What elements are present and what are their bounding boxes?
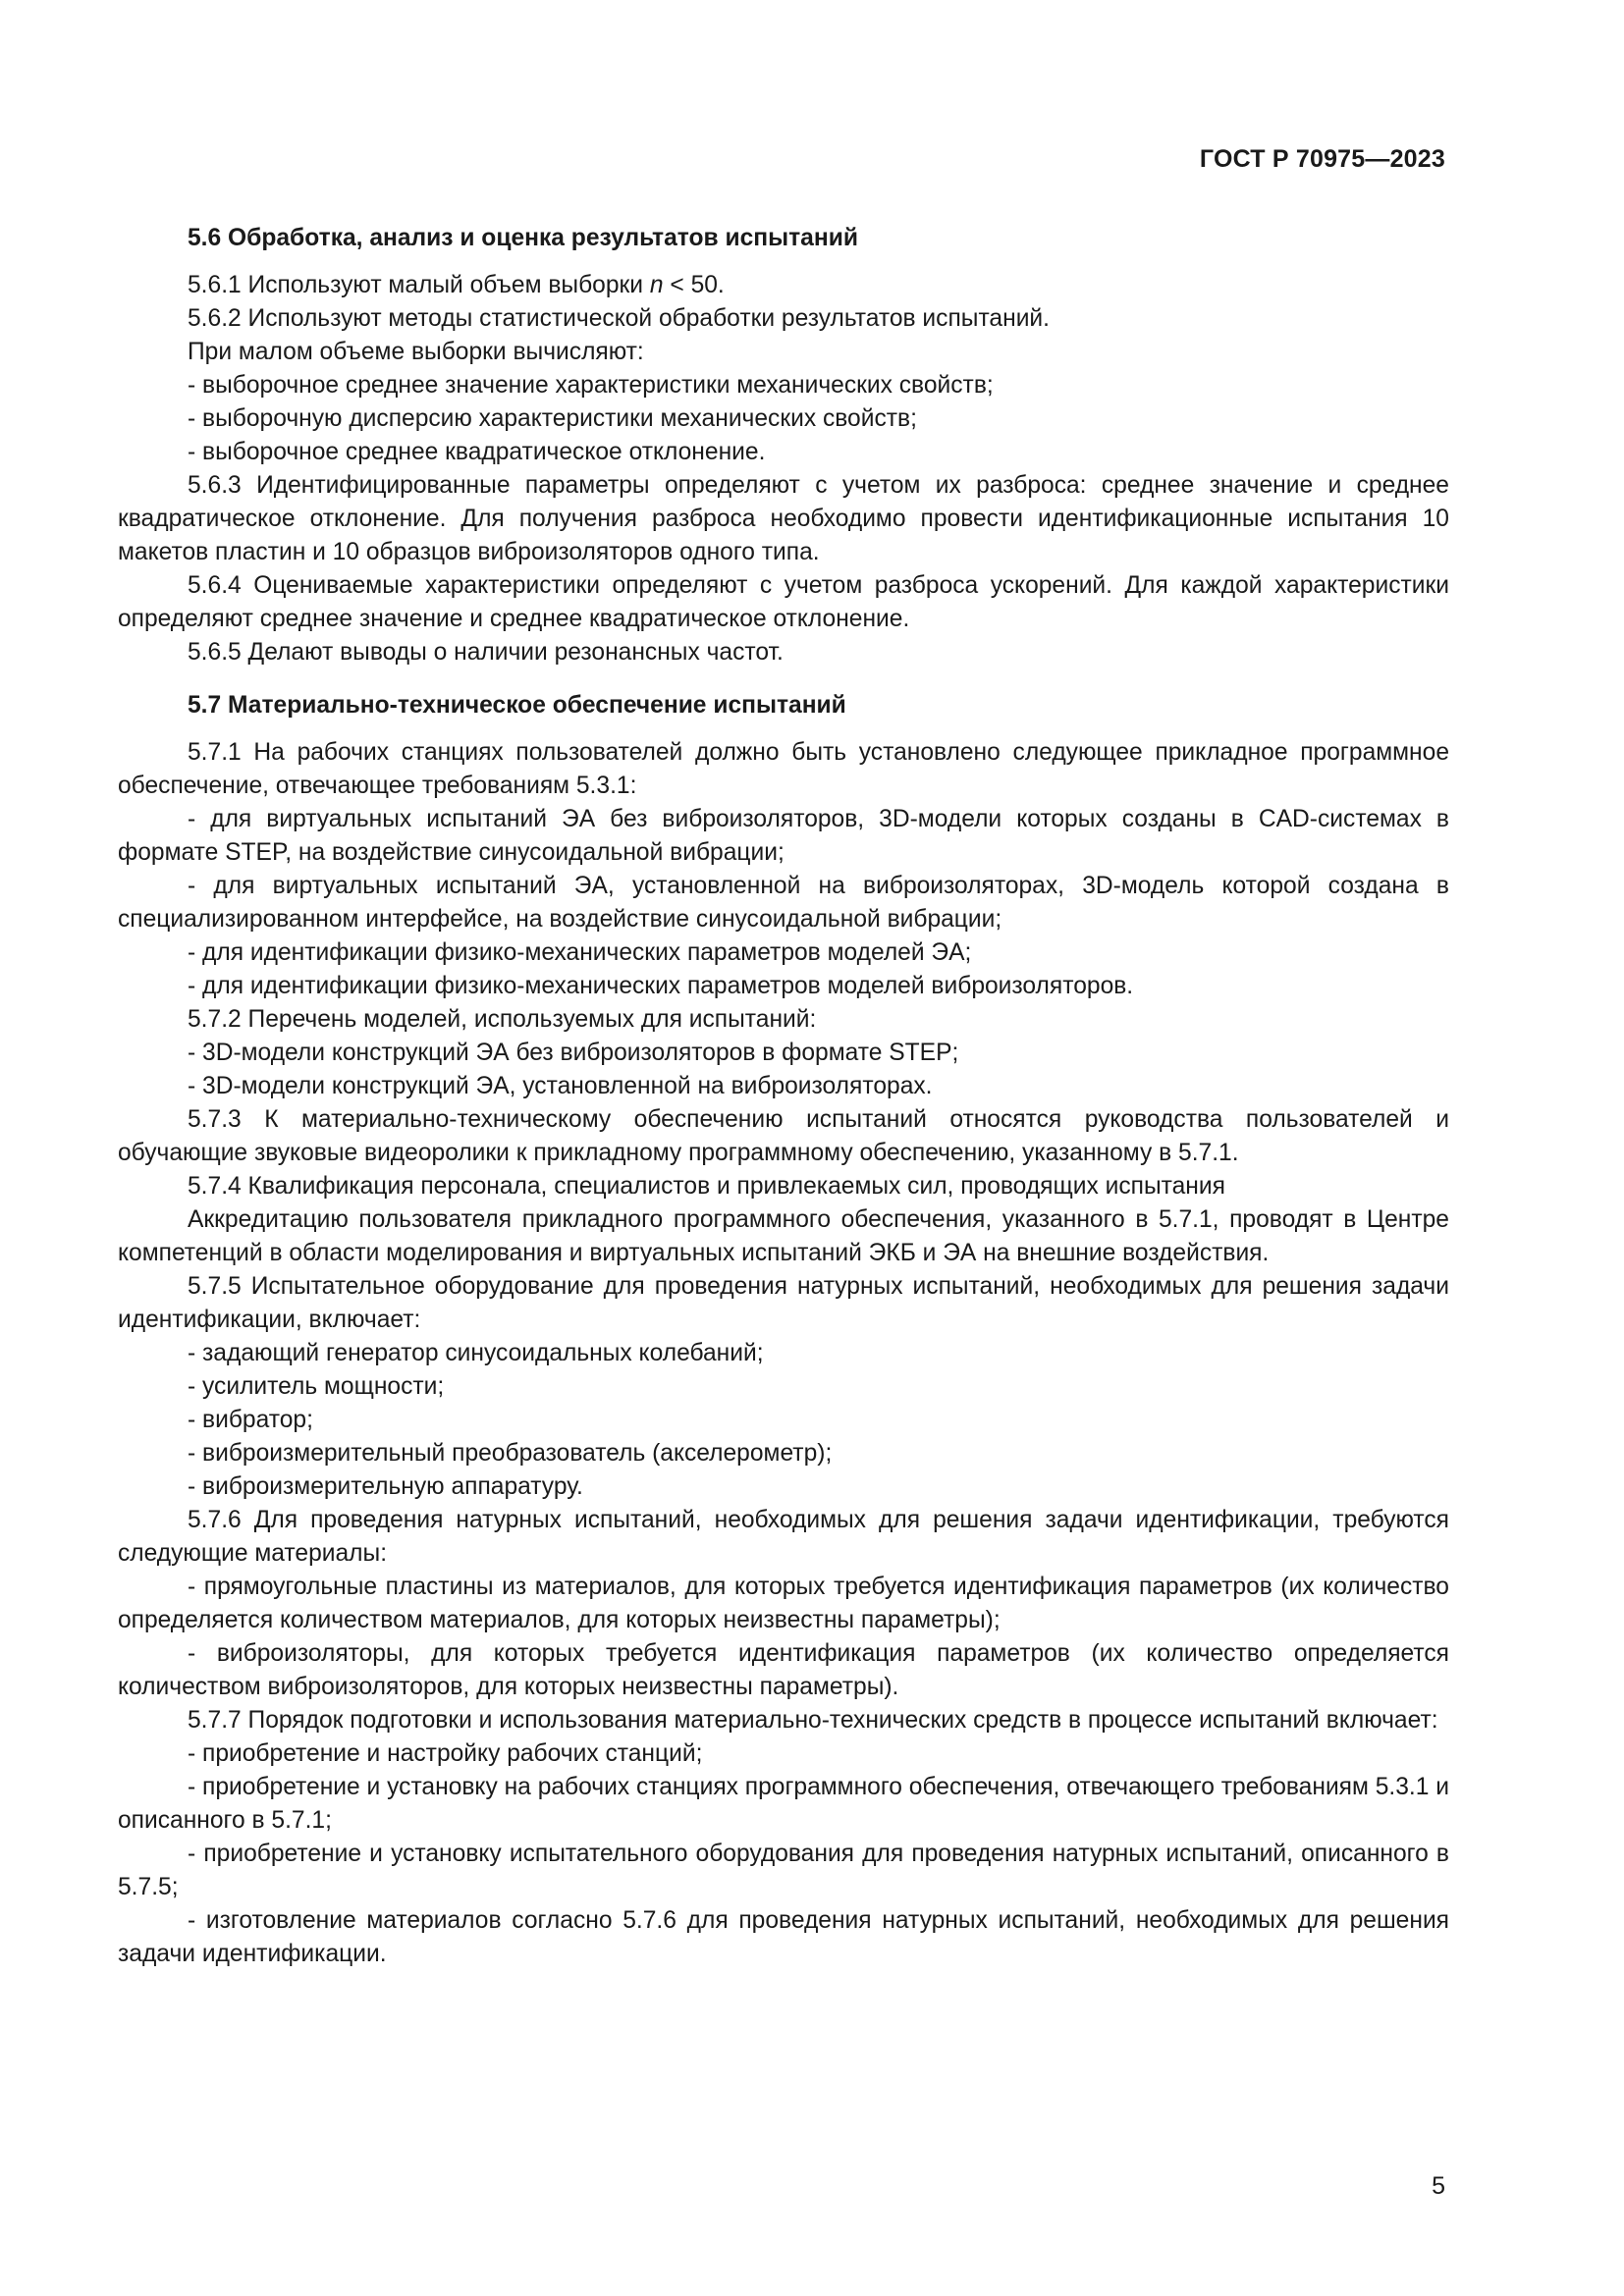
section-heading-5-7: 5.7 Материально-техническое обеспечение испытаний xyxy=(188,692,846,719)
list-item: - задающий генератор синусоидальных колебаний; xyxy=(188,1340,764,1366)
list-item: - 3D-модели конструкций ЭА, установленной на виброизоляторах. xyxy=(188,1073,933,1099)
paragraph: 5.7.7 Порядок подготовки и использования материально-технических средств в процессе испытаний включает: xyxy=(188,1707,1438,1734)
paragraph: 5.7.4 Квалификация персонала, специалистов и привлекаемых сил, проводящих испытания xyxy=(188,1173,1225,1200)
paragraph: 5.7.1 На рабочих станциях пользователей должно быть установлено следующее прикладное программное обеспечение, отвечающее требованиям 5.3.1: xyxy=(118,739,1449,799)
list-item: - виброизмерительный преобразователь (акселерометр); xyxy=(188,1440,833,1467)
paragraph: 5.6.2 Используют методы статистической обработки результатов испытаний. xyxy=(188,305,1050,332)
document-code: ГОСТ Р 70975—2023 xyxy=(1199,145,1445,173)
variable-n: n xyxy=(649,272,664,298)
paragraph: 5.6.4 Оцениваемые характеристики определяют с учетом разброса ускорений. Для каждой характеристики определяют среднее значение и среднее квадратическое отклонение. xyxy=(118,572,1449,632)
page-number: 5 xyxy=(1432,2172,1445,2200)
paragraph: Аккредитацию пользователя прикладного программного обеспечения, указанного в 5.7.1, проводят в Центре компетенций в области моделирования и виртуальных испытаний ЭКБ и ЭА на внешние воздействия. xyxy=(118,1206,1449,1266)
paragraph: 5.7.5 Испытательное оборудование для проведения натурных испытаний, необходимых для решения задачи идентификации, включает: xyxy=(118,1273,1449,1333)
list-item: - для виртуальных испытаний ЭА без виброизоляторов, 3D-модели которых созданы в CAD-системах в формате STEP, на воздействие синусоидальной вибрации; xyxy=(118,806,1449,866)
list-item: - выборочное среднее квадратическое отклонение. xyxy=(188,439,766,465)
list-item: - выборочную дисперсию характеристики механических свойств; xyxy=(188,405,917,432)
paragraph: 5.7.3 К материально-техническому обеспечению испытаний относятся руководства пользователей и обучающие звуковые видеоролики к прикладному программному обеспечению, указанному в 5.7.1. xyxy=(118,1106,1449,1166)
list-item: - приобретение и установку на рабочих станциях программного обеспечения, отвечающего требованиям 5.3.1 и описанного в 5.7.1; xyxy=(118,1774,1450,1834)
paragraph: 5.6.5 Делают выводы о наличии резонансных частот. xyxy=(188,639,784,666)
paragraph: 5.7.6 Для проведения натурных испытаний, необходимых для решения задачи идентификации, требуются следующие материалы: xyxy=(118,1507,1449,1567)
paragraph-5-6-1 xyxy=(118,269,1449,302)
list-item: - для идентификации физико-механических параметров моделей ЭА; xyxy=(188,939,972,966)
list-item: - 3D-модели конструкций ЭА без виброизоляторов в формате STEP; xyxy=(188,1040,959,1066)
list-item: - для идентификации физико-механических параметров моделей виброизоляторов. xyxy=(188,973,1134,999)
list-item: - усилитель мощности; xyxy=(188,1373,445,1400)
list-item: - приобретение и настройку рабочих станций; xyxy=(188,1740,703,1767)
paragraph-text: < 50. xyxy=(663,272,725,298)
section-heading-5-6: 5.6 Обработка, анализ и оценка результатов испытаний xyxy=(188,225,858,251)
list-item: - выборочное среднее значение характеристики механических свойств; xyxy=(188,372,994,399)
paragraph-text: 5.6.1 Используют малый объем выборки xyxy=(188,272,650,298)
paragraph: 5.7.2 Перечень моделей, используемых для испытаний: xyxy=(188,1006,817,1033)
list-item: - изготовление материалов согласно 5.7.6 для проведения натурных испытаний, необходимых для решения задачи идентификации. xyxy=(118,1907,1449,1967)
paragraph: При малом объеме выборки вычисляют: xyxy=(188,339,644,365)
list-item: - для виртуальных испытаний ЭА, установленной на виброизоляторах, 3D-модель которой создана в специализированном интерфейсе, на воздействие синусоидальной вибрации; xyxy=(118,873,1449,933)
document-body xyxy=(118,222,1449,1971)
paragraph: 5.6.3 Идентифицированные параметры определяют с учетом их разброса: среднее значение и среднее квадратическое отклонение. Для получения разброса необходимо провести идентификационные испытания 10 макетов пластин и 10 образцов виброизоляторов одного типа. xyxy=(118,472,1449,565)
list-item: - виброизоляторы, для которых требуется идентификация параметров (их количество определяется количеством виброизоляторов, для которых неизвестны параметры). xyxy=(118,1640,1449,1700)
list-item: - прямоугольные пластины из материалов, для которых требуется идентификация параметров (их количество определяется количеством материалов, для которых неизвестны параметры); xyxy=(118,1574,1449,1633)
list-item: - виброизмерительную аппаратуру. xyxy=(188,1473,583,1500)
list-item: - приобретение и установку испытательного оборудования для проведения натурных испытаний, описанного в 5.7.5; xyxy=(118,1841,1449,1900)
list-item: - вибратор; xyxy=(188,1407,313,1433)
